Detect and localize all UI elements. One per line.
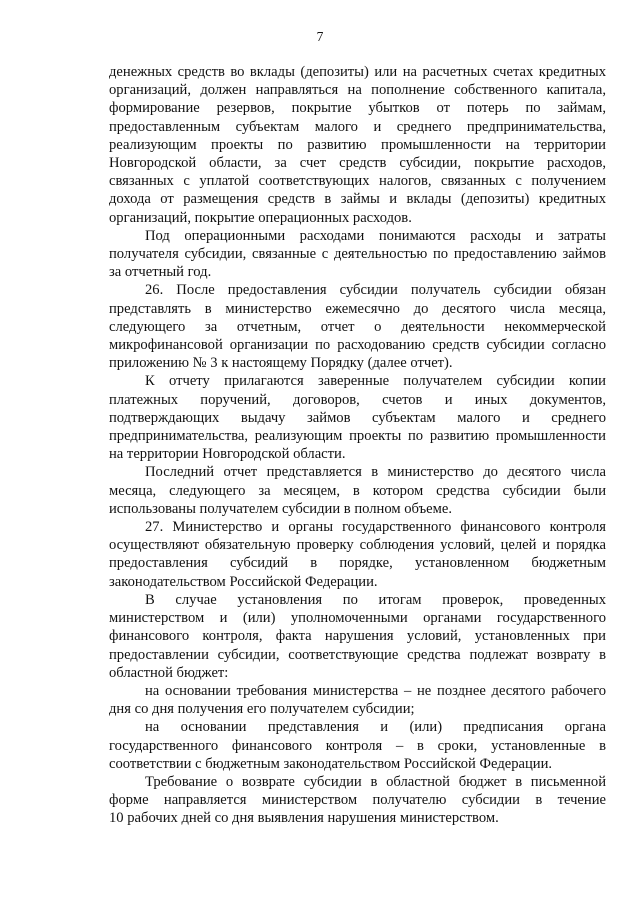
text-line: микрофинансовой организации по расходованию средств субсидии согласно	[109, 337, 606, 354]
text-line: на территории Новгородской области.	[109, 446, 346, 463]
text-line: формирование резервов, покрытие убытков от потерь по займам,	[109, 100, 606, 117]
text-line: приложению № 3 к настоящему Порядку (далее отчет).	[109, 355, 453, 372]
text-line: Новгородской области, за счет средств субсидии, покрытие расходов,	[109, 155, 606, 172]
text-line: Под операционными расходами понимаются расходы и затраты	[145, 227, 606, 244]
paragraph	[109, 227, 606, 282]
text-line: дохода от размещения средств в займы и вклады (депозиты) кредитных	[109, 191, 606, 208]
text-line: получателя субсидии, связанные с деятельностью по предоставлению займов	[109, 246, 606, 263]
paragraph	[109, 773, 606, 828]
text-line: связанных с уплатой соответствующих налогов, связанных с получением	[109, 173, 606, 190]
paragraph	[109, 682, 606, 718]
text-line: законодательством Российской Федерации.	[109, 573, 378, 590]
text-line: государственного финансового контроля – в сроки, установленные в	[109, 737, 606, 754]
document-body	[109, 63, 606, 828]
text-line: на основании требования министерства – не позднее десятого рабочего	[145, 682, 606, 699]
text-line: организаций, должен направляться на пополнение собственного капитала,	[109, 82, 606, 99]
text-line: организаций, покрытие операционных расходов.	[109, 209, 412, 226]
paragraph	[109, 463, 606, 518]
text-line: министерством и (или) уполномоченными органами государственного	[109, 610, 606, 627]
text-line: подтверждающих выдачу займов субъектам малого и среднего	[109, 409, 606, 426]
text-line: областной бюджет:	[109, 664, 229, 681]
text-line: В случае установления по итогам проверок, проведенных	[145, 591, 606, 608]
text-line: форме направляется министерством получателю субсидии в течение	[109, 792, 606, 809]
text-line: реализующим проекты по развитию промышленности на территории	[109, 136, 606, 153]
text-line: финансового контроля, факта нарушения условий, установленных при	[109, 628, 606, 645]
text-line: платежных поручений, договоров, счетов и иных документов,	[109, 391, 606, 408]
text-line: на основании представления и (или) предписания органа	[145, 719, 606, 736]
paragraph	[109, 718, 606, 773]
text-line: 10 рабочих дней со дня выявления нарушения министерством.	[109, 810, 499, 827]
paragraph	[109, 281, 606, 372]
text-line: 26. После предоставления субсидии получатель субсидии обязан	[145, 282, 606, 299]
page-number: 7	[316, 29, 324, 44]
text-line: месяца, следующего за месяцем, в котором средства субсидии были	[109, 482, 606, 499]
text-line: Требование о возврате субсидии в областной бюджет в письменной	[145, 773, 606, 790]
text-line: дня со дня получения его получателем субсидии;	[109, 701, 415, 718]
paragraph	[109, 63, 606, 227]
text-line: К отчету прилагаются заверенные получателем субсидии копии	[145, 373, 606, 390]
text-line: использованы получателем субсидии в полном объеме.	[109, 500, 452, 517]
text-line: за отчетный год.	[109, 264, 212, 281]
text-line: следующего за отчетным, отчет о деятельности некоммерческой	[109, 318, 606, 335]
text-line: предоставленным субъектам малого и среднего предпринимательства,	[109, 118, 606, 135]
text-line: предоставления субсидий в порядке, установленном бюджетным	[109, 555, 606, 572]
text-line: Последний отчет представляется в министерство до десятого числа	[145, 464, 606, 481]
text-line: предпринимательства, реализующим проекты по развитию промышленности	[109, 428, 606, 445]
text-line: представлять в министерство ежемесячно до десятого числа месяца,	[109, 300, 606, 317]
paragraph	[109, 372, 606, 463]
text-line: соответствии с бюджетным законодательством Российской Федерации.	[109, 755, 553, 772]
text-line: осуществляют обязательную проверку соблюдения условий, целей и порядка	[109, 537, 606, 554]
paragraph	[109, 591, 606, 682]
text-line: денежных средств во вклады (депозиты) или на расчетных счетах кредитных	[109, 64, 606, 80]
text-line: предоставлении субсидии, соответствующие средства подлежат возврату в	[109, 646, 606, 663]
paragraph	[109, 518, 606, 591]
text-line: 27. Министерство и органы государственного финансового контроля	[145, 519, 606, 536]
